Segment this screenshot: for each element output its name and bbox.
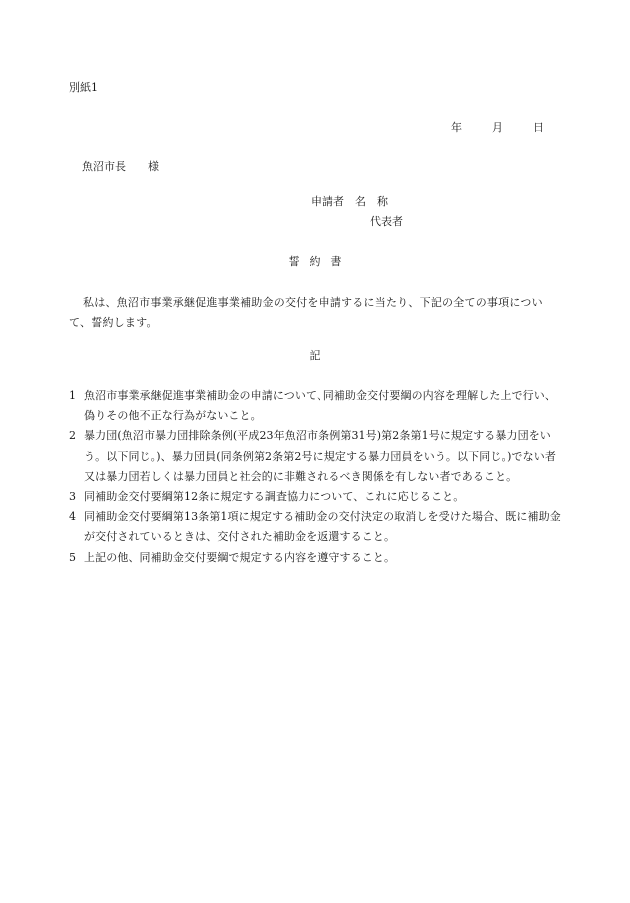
applicant-representative-label: 代表者: [370, 215, 403, 228]
date-day: 日: [533, 121, 544, 134]
item-text: 同補助金交付要綱第12条に規定する調査協力について、これに応じること。: [84, 490, 465, 504]
date-line: [451, 122, 544, 133]
item-number: 5: [69, 550, 77, 564]
intro-paragraph: 私は、魚沼市事業承継促進事業補助金の交付を申請するに当たり、下記の全ての事項について、誓約します。: [69, 296, 543, 329]
item-number: 4: [69, 510, 77, 524]
applicant-name-label: 申請者 名 称: [311, 195, 388, 208]
item-text: 上記の他、同補助金交付要綱で規定する内容を遵守すること。: [84, 550, 396, 564]
item-number: 1: [69, 389, 77, 402]
date-month: 月: [492, 121, 503, 134]
item-list: [69, 386, 564, 568]
addressee: 魚沼市長 様: [82, 160, 159, 173]
list-item: [69, 426, 564, 487]
item-number: 3: [69, 490, 77, 504]
list-item: [69, 487, 564, 507]
date-year: 年: [451, 121, 462, 134]
document-title: 誓約書: [288, 255, 352, 268]
item-text: 魚沼市事業承継促進事業補助金の申請について､同補助金交付要綱の内容を理解した上で行い、偽りその他不正な行為がないこと。: [84, 389, 557, 423]
ki-heading: 記: [309, 349, 321, 362]
item-number: 2: [69, 429, 77, 443]
item-text: 暴力団(魚沼市暴力団排除条例(平成23年魚沼市条例第31号)第2条第1号に規定する暴力団をいう。以下同じ。)、暴力団員(同条例第2条第2号に規定する暴力団員をいう。以下同じ。)でない者又は暴力団若しくは暴力団員と社会的に非難されるべき関係を有しない者であること。: [84, 429, 556, 483]
list-item: [69, 386, 564, 426]
list-item: [69, 548, 564, 568]
list-item: [69, 507, 564, 547]
item-text: 同補助金交付要綱第13条第1項に規定する補助金の交付決定の取消しを受けた場合、既に補助金が交付されているときは、交付された補助金を返還すること。: [84, 510, 561, 544]
applicant-block: [311, 196, 403, 236]
attachment-label: 別紙1: [69, 81, 98, 94]
